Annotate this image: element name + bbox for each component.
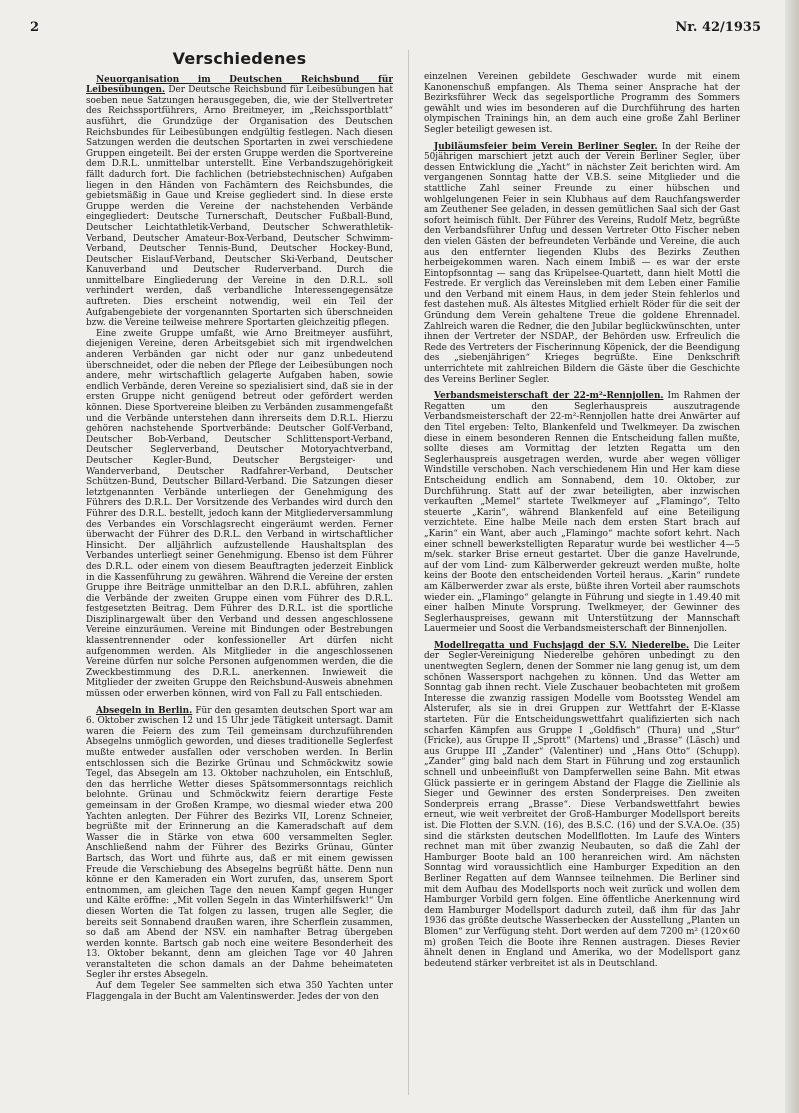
page-edge-shadow xyxy=(785,0,799,1113)
article-paragraph: Auf dem Tegeler See sammelten sich etwa 350 Yachten unter Flaggengala in der Bucht am Valentinswerder. Jedes der von den xyxy=(86,981,393,1002)
column-divider xyxy=(408,50,409,1095)
issue-number: Nr. 42/1935 xyxy=(675,20,761,35)
article-text: Der Deutsche Reichsbund für Leibesübungen hat soeben neue Satzungen herausgegeben, die, wie der Stellvertreter des Reichssportführers, Arno Breitmeyer, im „Reichssportblatt“ ausführt, die Grundzüge der Organisation des Deutschen Reichsbundes für Leibesübungen endgültig festlegen. Nach diesen Satzungen werden die deutschen Sportarten in zwei verschiedene Gruppen eingeteilt. Bei der ersten Gruppe werden die Sportvereine dem D.R.L. unmittelbar unterstellt. Eine Verbandszugehörigkeit fällt dadurch fort. Die fachlichen (betriebstechnischen) Aufgaben liegen in den Händen von Fachämtern des Reichsbundes, die gebietsmäßig in Gaue und Kreise gegliedert sind. In diese erste Gruppe werden die Vereine der nachstehenden Verbände eingegliedert: Deutsche Turnerschaft, Deutscher Fußball-Bund, Deutscher Leichtathletik-Verband, Deutscher Schwerathletik-Verband, Deutscher Amateur-Box-Verband, Deutscher Schwimm-Verband, Deutscher Tennis-Bund, Deutscher Hockey-Bund, Deutscher Eislauf-Verband, Deutscher Ski-Verband, Deutscher Kanuverband und Deutscher Ruderverband. Durch die unmittelbare Eingliederung der Vereine in den D.R.L. soll verhindert werden, daß verbandliche Interessengegensätze auftreten. Dies erscheint notwendig, weil ein Teil der Aufgabengebiete der vorgenannten Sportarten sich überschneiden bzw. die Vereine teilweise mehrere Sportarten gleichzeitig pflegen. xyxy=(86,85,393,329)
running-header xyxy=(30,20,761,40)
article-paragraph: Eine zweite Gruppe umfaßt, wie Arno Breitmeyer ausführt, diejenigen Vereine, deren Arbeitsgebiet sich mit irgendwelchen anderen Verbänden gar nicht oder nur ganz unbedeutend überschneidet, oder die neben der Pflege der Leibesübungen noch andere, mehr wirtschaftlich gelagerte Aufgaben haben, sowie endlich Verbände, deren Vereine so spezialisiert sind, daß sie in der ersten Gruppe nicht genügend betreut oder gefördert werden können. Diese Sportvereine bleiben zu Verbänden zusammengefaßt und die Verbände unterstehen dann ihrerseits dem D.R.L. Hierzu gehören nachstehende Sportverbände: Deutscher Golf-Verband, Deutscher Bob-Verband, Deutscher Schlittensport-Verband, Deutscher Seglerverband, Deutscher Motoryachtverband, Deutscher Kegler-Bund, Deutscher Bergsteiger- und Wanderverband, Deutscher Radfahrer-Verband, Deutscher Schützen-Bund, Deutscher Billard-Verband. Die Satzungen dieser letztgenannten Verbände unterliegen der Genehmigung des Führers des D.R.L. Der Vorsitzende des Verbandes wird durch den Führer des D.R.L. bestellt, jedoch kann der Mitgliederversammlung des Verbandes ein Vorschlagsrecht eingeräumt werden. Ferner überwacht der Führer des D.R.L. den Verband in wirtschaftlicher Hinsicht. Der alljährlich aufzustellende Haushaltsplan des Verbandes unterliegt seiner Genehmigung. Ebenso ist dem Führer des D.R.L. oder einem von diesem Beauftragten jederzeit Einblick in die Kassenführung zu gewähren. Während die Vereine der ersten Gruppe ihre Beiträge unmittelbar an den D.R.L. abführen, zahlen die Verbände der zweiten Gruppe einen vom Führer des D.R.L. festgesetzten Beitrag. Dem Führer des D.R.L. ist die sportliche Disziplinargewalt über den Verband und dessen angeschlossene Vereine einzuräumen. Vereine mit Bindungen oder Bestrebungen klassentrennender oder konfessioneller Art dürfen nicht aufgenommen werden. Als Mitglieder in die angeschlossenen Vereine dürfen nur solche Personen aufgenommen werden, die die Zweckbestimmung des D.R.L. anerkennen. Inwieweit die Mitglieder der zweiten Gruppe den Reichsbund-Ausweis abnehmen müssen oder erwerben können, wird von Fall zu Fall entschieden. xyxy=(86,328,393,700)
article-headline: Jubiläumsfeier beim Verein Berliner Segler. xyxy=(434,141,658,152)
article-text: Für den gesamten deutschen Sport war am 6. Oktober zwischen 12 und 15 Uhr jede Tätigkeit untersagt. Damit waren die Feiern des zum Teil gemeinsam durchzuführenden Absegelns unmöglich geworden, und dieses traditionelle Seglerfest mußte entweder ausfallen oder verschoben werden. In Berlin entschlossen sich die Bezirke Grünau und Schmöckwitz sowie Tegel, das Absegeln am 13. Oktober nachzuholen, ein Entschluß, den das herrliche Wetter dieses Spätsommersonntags reichlich belohnte. Grünau und Schmöckwitz feiern derartige Feste gemeinsam in der Großen Krampe, wo diesmal wieder etwa 200 Yachten anlegten. Der Führer des Bezirks VII, Lorenz Schneier, begrüßte mit der Erinnerung an die Kameradschaft auf dem Wasser die in Stärke von etwa 600 versammelten Segler. Anschließend nahm der Führer des Bezirks Grünau, Günter Bartsch, das Wort und führte aus, daß er mit einem gewissen Freude die Verschiebung des Absegelns begrüßt hätte. Denn nun könne er den Kameraden ein Wort zurufen, das, unserem Sport entnommen, am gleichen Tage den neuen Kampf gegen Hunger und Kälte eröffne: „Mit vollen Segeln in das Winterhilfswerk!“ Um diesen Worten die Tat folgen zu lassen, trugen alle Segler, die bereits seit Sonnabend draußen waren, ihre Scherflein zusammen, so daß am Abend der NSV. ein namhafter Betrag übergeben werden konnte. Bartsch gab noch eine weitere Besonderheit des 13. Oktober bekannt, denn am gleichen Tage vor 40 Jahren veranstalteten die schon damals an der Dahme beheimateten Segler ihr erstes Absegeln. xyxy=(86,705,393,981)
article-verbandsmeisterschaft xyxy=(424,391,740,635)
article-headline: Neuorganisation im Deutschen Reichsbund für Leibesübungen. xyxy=(86,74,393,96)
section-title: Verschiedenes xyxy=(172,50,307,68)
article-paragraph: einzelnen Vereinen gebildete Geschwader wurde mit einem Kanonenschuß empfangen. Als Thema seiner Ansprache hat der Bezirksführer Weck das segelsportliche Programm des Sommers gewählt und wies im besonderen auf die Durchführung des harten olympischen Trainings hin, an dem auch eine große Zahl Berliner Segler beteiligt gewesen ist. xyxy=(424,72,740,135)
page-number: 2 xyxy=(30,20,40,35)
article-headline: Verbandsmeisterschaft der 22-m²-Rennjollen. xyxy=(434,391,664,402)
article-text: Die Leiter der Segler-Vereinigung Niederelbe gehören unbedingt zu den unentwegten Seglern, denen der Sommer nie lang genug ist, um dem schönen Wassersport nachgehen zu können. Und das Wetter am Sonntag gab ihnen recht. Viele Zuschauer beobachteten mit großem Interesse die zwanzig rassigen Modelle vom Bootssteg Wendel am Alsterufer, als sie in drei Gruppen zur Wettfahrt der E-Klasse starteten. Für die Entscheidungswettfahrt qualifizierten sich nach scharfen Kämpfen aus Gruppe I „Goldfisch“ (Thura) und „Stur“ (Fricke), aus Gruppe II „Sprott“ (Martens) und „Brasse“ (Läsch) und aus Gruppe III „Zander“ (Valentiner) und „Hans Otto“ (Schupp). „Zander“ ging bald nach dem Start in Führung und zog erstaunlich schnell und unbeeinflußt von Dampferwellen seine Bahn. Mit etwas Glück passierte er in geringem Abstand der Flagge die Ziellinie als Sieger und Gewinner des ersten Sonderpreises. Den zweiten Sonderpreis errang „Brasse“. Diese Verbandswettfahrt bewies erneut, wie weit verbreitet der Groß-Hamburger Modellsport bereits ist. Die Flotten der S.V.N. (16), des B.S.C. (16) und der S.V.A.Oe. (35) sind die stärksten deutschen Modellflotten. Im Laufe des Winters rechnet man mit über zwanzig Neubauten, so daß die Zahl der Hamburger Boote bald an 100 heranreichen wird. Am nächsten Sonntag wird voraussichtlich eine Hamburger Expedition an den Berliner Regatten auf dem Wannsee teilnehmen. Die Berliner sind mit dem Aufbau des Modellsports noch weit zurück und wollen dem Hamburger Vorbild gern folgen. Eine öffentliche Anerkennung wird dem Hamburger Modellsport dadurch zuteil, daß ihm für das Jahr 1936 das größte deutsche Wasserbecken der Ausstellung „Planten un Blomen“ zur Verfügung steht. Dort werden auf dem 7200 m² (120×60 m) großen Teich die Boote ihre Rennen austragen. Dieses Revier ähnelt denen in England und Amerika, wo der Modellsport ganz bedeutend stärker verbreitet ist als in Deutschland. xyxy=(424,640,740,969)
left-column xyxy=(86,50,393,1095)
article-text: Im Rahmen der Regatten um den Seglerhauspreis auszutragende Verbandsmeisterschaft der 22-m²-Rennjollen hatte drei Anwärter auf den Titel ergeben: Telto, Blankenfeld und Twelkmeyer. Da zwischen diese in einem besonderen Rennen die Entscheidung fallen mußte, sollte dieses am Vormittag der letzten Regatta um den Seglerhauspreis ausgetragen werden, wurde aber wegen völliger Windstille verschoben. Nach verschiedenem Hin und Her kam diese Entscheidung endlich am Sonnabend, dem 10. Oktober, zur Durchführung. Statt auf der zwar beteiligten, aber inzwischen verkauften „Memel“ startete Twelkmeyer auf „Flamingo“, Telto steuerte „Karin“, während Blankenfeld auf eine Beteiligung verzichtete. Eine halbe Meile nach dem ersten Start brach auf „Karin“ ein Want, aber auch „Flamingo“ machte sofort kehrt. Nach einer schnell bewerkstelligten Reparatur wurde bei westlicher 4—5 m/sek. starker Brise erneut gestartet. Über die ganze Havelrunde, auf der vom Lind- zum Kälberwerder gekreuzt werden mußte, holte keins der Boote den entscheidenden Vorteil heraus. „Karin“ rundete am Kälberwerder zwar als erste, büßte ihren Vorteil aber raumschots wieder ein. „Flamingo“ gelangte in Führung und siegte in 1.49.40 mit einer halben Minute Vorsprung. Twelkmeyer, der Gewinner des Seglerhauspreises, gewann mit Unterstützung der Mannschaft Lauermeier und Soost die Verbandsmeisterschaft der Binnenjollen. xyxy=(424,391,740,635)
article-text: In der Reihe der 50jährigen marschiert jetzt auch der Verein Berliner Segler, über dessen Entwicklung die „Yacht“ in nächster Zeit berichten wird. Am vergangenen Sonntag hatte der V.B.S. seine Mitglieder und die stattliche Zahl seiner Freunde zu einer hübschen und wohlgelungenen Feier in sein Klubhaus auf dem Rauchfangswerder am Zeuthener See geladen, in dessen gemütlichen Saal sich der Gast sofort heimisch fühlt. Der Führer des Vereins, Rudolf Metz, begrüßte den Verbandsführer Unfug und dessen Vertreter Otto Fischer neben den vielen Gästen der befreundeten Verbände und Vereine, die auch aus den entfernter liegenden Klubs des Bezirks Zeuthen herbeigekommen waren. Nach einem Imbiß — es war der erste Eintopfsonntag — sang das Krüpelsee-Quartett, dann hielt Mottl die Festrede. Er verglich das Vereinsleben mit dem Leben einer Familie und den Verband mit einem Haus, in dem jeder Stein fehlerlos und fest dastehen muß. Als ältestes Mitglied erhielt Röder für die seit der Gründung dem Verein gehaltene Treue die goldene Ehrennadel. Zahlreich waren die Redner, die den Jubilar beglückwünschten, unter ihnen der Vertreter der NSDAP., der Behörden usw. Erfreulich die Rede des Vertreters der Fischerinnung Köpenick, der die Beendigung des „siebenjährigen“ Krieges begrüßte. Eine Denkschrift unterrichtete mit zahlreichen Bildern die Gäste über die Geschichte des Vereins Berliner Segler. xyxy=(424,141,740,385)
article-headline: Absegeln in Berlin. xyxy=(96,705,193,716)
article-absegeln-continued xyxy=(424,72,740,136)
article-absegeln xyxy=(86,706,393,1003)
article-jubilaeum xyxy=(424,142,740,386)
right-column xyxy=(424,72,740,1092)
article-modellregatta xyxy=(424,641,740,969)
article-headline: Modellregatta und Fuchsjagd der S.V. Niederelbe. xyxy=(434,640,690,651)
article-reichsbund xyxy=(86,75,393,700)
